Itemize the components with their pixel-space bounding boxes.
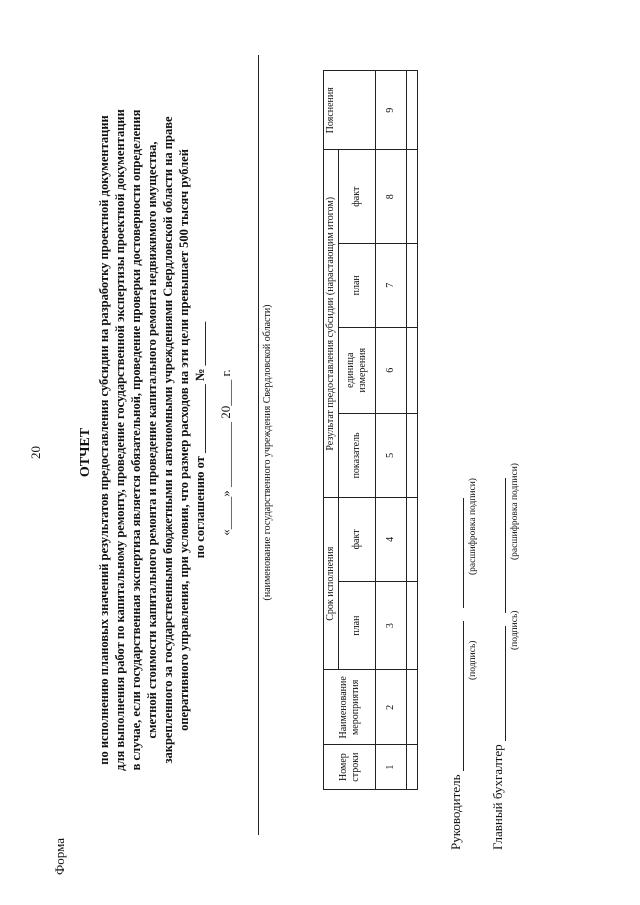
table-cell	[407, 745, 418, 790]
accountant-label: Главный бухгалтер	[490, 744, 505, 850]
subtitle-line: по исполнению плановых значений результатов предоставления субсидии на разработку проектной документации	[97, 115, 111, 765]
subtitle-line: по соглашению от ___________ № _______	[193, 321, 207, 559]
accountant-decode-caption: (расшифровка подписи)	[510, 463, 520, 560]
subtitle-line: сметной стоимости капитального ремонта и проведение капитального ремонта недвижимого имущества,	[145, 141, 159, 739]
header-result-plan: план	[339, 243, 376, 327]
table-cell	[407, 670, 418, 745]
header-result: Результат предоставления субсидии (нарастающим итогом)	[324, 150, 339, 498]
subtitle-line: оперативного управления, при условии, что размер расходов на эти цели превышает 500 тысяч рублей	[177, 149, 191, 731]
header-deadline-plan: план	[339, 581, 376, 670]
director-label: Руководитель	[448, 774, 463, 850]
column-number: 2	[376, 670, 407, 745]
director-decode-caption: (расшифровка подписи)	[468, 478, 478, 575]
header-notes: Пояснения	[324, 71, 376, 150]
column-number: 5	[376, 413, 407, 497]
column-number: 7	[376, 243, 407, 327]
column-number: 8	[376, 150, 407, 243]
table-cell	[407, 413, 418, 497]
column-number: 3	[376, 581, 407, 670]
director-decode-line	[451, 498, 464, 608]
accountant-signature-line	[493, 626, 506, 741]
report-table	[323, 70, 418, 790]
accountant-signature-caption: (подпись)	[510, 610, 520, 650]
column-number: 6	[376, 327, 407, 413]
header-unit: единица измерения	[339, 327, 376, 413]
accountant-decode-line	[493, 478, 506, 613]
subtitle-line: закрепленного за государственными бюджетными и автономными учреждениями Свердловской области на праве	[161, 116, 175, 764]
document-title: ОТЧЕТ	[78, 427, 93, 478]
page-number: 20	[28, 446, 43, 459]
director-signature-caption: (подпись)	[468, 640, 478, 680]
organization-caption: (наименование государственного учреждения Свердловской области)	[262, 304, 273, 601]
table-cell	[407, 71, 418, 150]
director-signature-line	[451, 621, 464, 771]
header-deadline: Срок исполнения	[324, 498, 339, 670]
table-cell	[407, 243, 418, 327]
subtitle-line: в случае, если государственная экспертиза является обязательной, проведение проверки достоверности определения	[129, 109, 143, 771]
form-label: Форма	[52, 838, 67, 875]
table-cell	[407, 327, 418, 413]
column-number: 4	[376, 498, 407, 582]
header-result-fact: факт	[339, 150, 376, 243]
column-number: 1	[376, 745, 407, 790]
director-signature-row	[448, 498, 464, 850]
subtitle-line: для выполнения работ по капитальному ремонту, проведение государственной экспертизы проектной документации	[113, 109, 127, 771]
table-cell	[407, 150, 418, 243]
header-deadline-fact: факт	[339, 498, 376, 582]
document-subtitle	[96, 45, 208, 835]
report-date-line: «_____» __________ 20____ г.	[218, 369, 233, 536]
table-cell	[407, 581, 418, 670]
organization-name-line	[258, 55, 259, 835]
accountant-signature-row	[490, 478, 506, 850]
header-event-name: Наименование мероприятия	[324, 670, 376, 745]
column-number: 9	[376, 71, 407, 150]
header-indicator: показатель	[339, 413, 376, 497]
header-row-number: Номер строки	[324, 745, 376, 790]
table-cell	[407, 498, 418, 582]
